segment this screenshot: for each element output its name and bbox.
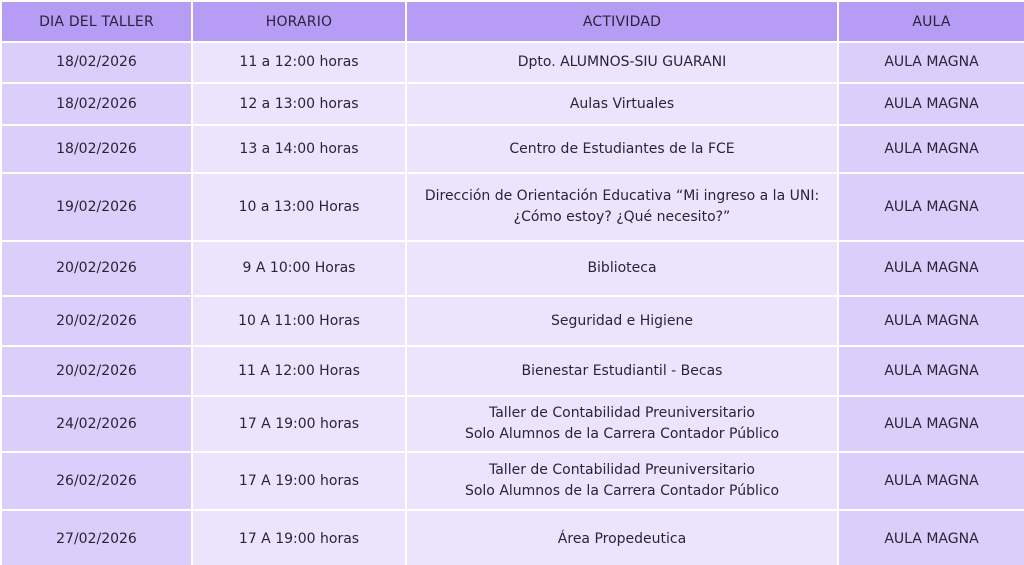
room-cell: AULA MAGNA	[838, 125, 1024, 173]
time-cell: 13 a 14:00 horas	[192, 125, 406, 173]
column-header-time: HORARIO	[192, 1, 406, 42]
room-cell: AULA MAGNA	[838, 510, 1024, 565]
column-header-activity: ACTIVIDAD	[406, 1, 838, 42]
date-cell: 19/02/2026	[1, 173, 192, 241]
table-row	[1, 452, 1024, 510]
date-cell: 20/02/2026	[1, 296, 192, 346]
activity-cell: Dpto. ALUMNOS-SIU GUARANI	[406, 42, 838, 83]
time-cell: 12 a 13:00 horas	[192, 83, 406, 125]
room-cell: AULA MAGNA	[838, 296, 1024, 346]
table-row	[1, 173, 1024, 241]
date-cell: 20/02/2026	[1, 241, 192, 296]
table-row	[1, 510, 1024, 565]
date-cell: 18/02/2026	[1, 83, 192, 125]
activity-cell: Taller de Contabilidad Preuniversitario Solo Alumnos de la Carrera Contador Público	[406, 396, 838, 452]
date-cell: 18/02/2026	[1, 42, 192, 83]
date-cell: 24/02/2026	[1, 396, 192, 452]
time-cell: 17 A 19:00 horas	[192, 452, 406, 510]
time-cell: 10 a 13:00 Horas	[192, 173, 406, 241]
time-cell: 11 A 12:00 Horas	[192, 346, 406, 396]
time-cell: 17 A 19:00 horas	[192, 396, 406, 452]
room-cell: AULA MAGNA	[838, 241, 1024, 296]
activity-cell: Área Propedeutica	[406, 510, 838, 565]
table-row	[1, 42, 1024, 83]
table-row	[1, 125, 1024, 173]
activity-cell: Taller de Contabilidad Preuniversitario Solo Alumnos de la Carrera Contador Público	[406, 452, 838, 510]
column-header-date: DIA DEL TALLER	[1, 1, 192, 42]
time-cell: 10 A 11:00 Horas	[192, 296, 406, 346]
activity-cell: Dirección de Orientación Educativa “Mi ingreso a la UNI: ¿Cómo estoy? ¿Qué necesito?”	[406, 173, 838, 241]
activity-cell: Centro de Estudiantes de la FCE	[406, 125, 838, 173]
room-cell: AULA MAGNA	[838, 396, 1024, 452]
table-row	[1, 296, 1024, 346]
time-cell: 17 A 19:00 horas	[192, 510, 406, 565]
column-header-room: AULA	[838, 1, 1024, 42]
room-cell: AULA MAGNA	[838, 83, 1024, 125]
table-row	[1, 396, 1024, 452]
room-cell: AULA MAGNA	[838, 346, 1024, 396]
table-row	[1, 346, 1024, 396]
room-cell: AULA MAGNA	[838, 173, 1024, 241]
date-cell: 18/02/2026	[1, 125, 192, 173]
room-cell: AULA MAGNA	[838, 452, 1024, 510]
date-cell: 26/02/2026	[1, 452, 192, 510]
activity-cell: Biblioteca	[406, 241, 838, 296]
date-cell: 20/02/2026	[1, 346, 192, 396]
activity-cell: Seguridad e Higiene	[406, 296, 838, 346]
time-cell: 9 A 10:00 Horas	[192, 241, 406, 296]
activity-cell: Aulas Virtuales	[406, 83, 838, 125]
time-cell: 11 a 12:00 horas	[192, 42, 406, 83]
table-row	[1, 241, 1024, 296]
date-cell: 27/02/2026	[1, 510, 192, 565]
activity-cell: Bienestar Estudiantil - Becas	[406, 346, 838, 396]
room-cell: AULA MAGNA	[838, 42, 1024, 83]
header-row	[1, 1, 1024, 42]
table-row	[1, 83, 1024, 125]
